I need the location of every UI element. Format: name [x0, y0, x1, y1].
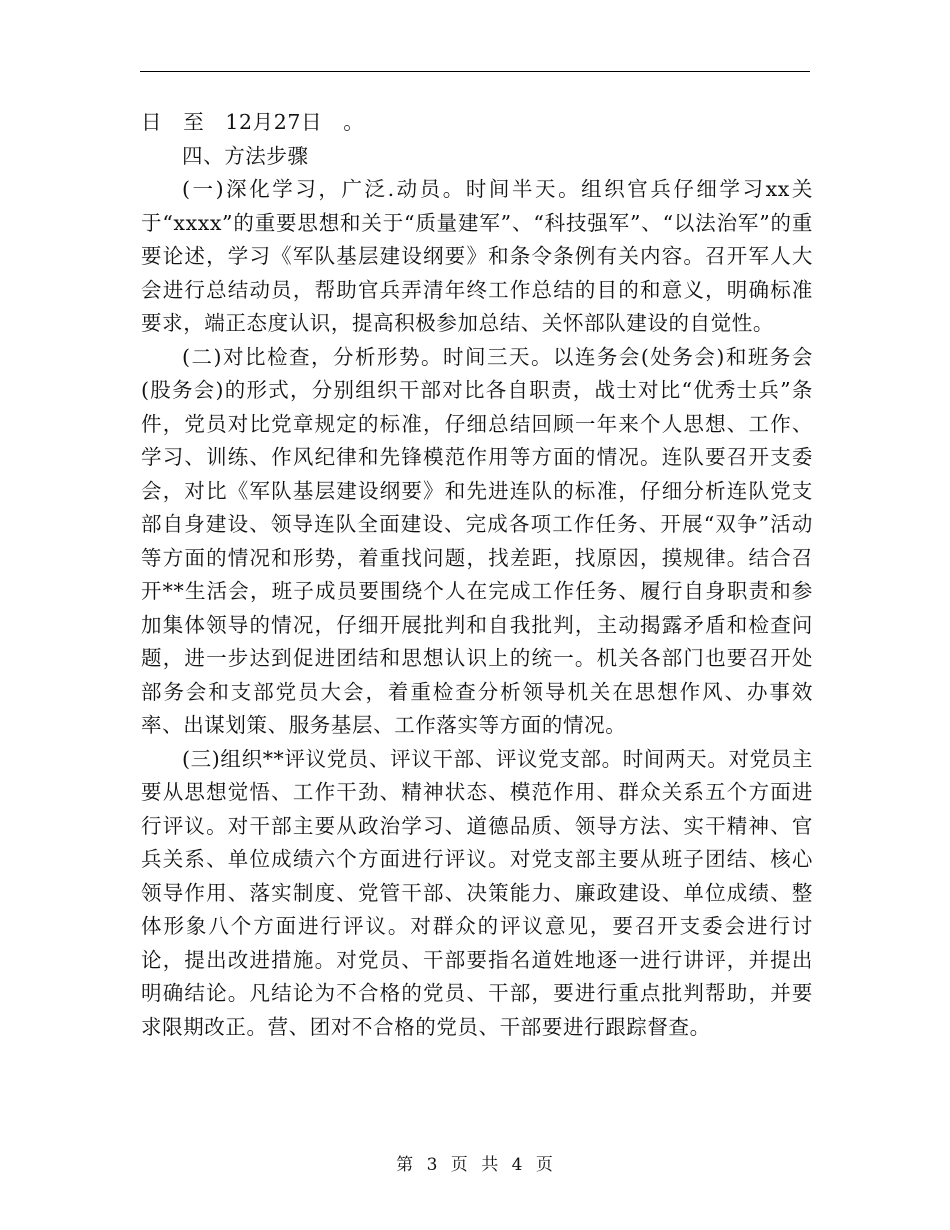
paragraph-step-1: (一)深化学习，广泛.动员。时间半天。组织官兵仔细学习xx关于“xxxx”的重要思想和关于“质量建军”、“科技强军”、“以法治军”的重要论述，学习《军队基层建设纲要》和条令条例有关内容。召开军人大会进行总结动员，帮助官兵弄清年终工作总结的目的和意义，明确标准要求，端正态度认识，提高积极参加总结、关怀部队建设的自觉性。: [141, 177, 813, 335]
document-body: [141, 106, 813, 1044]
paragraph-date-fragment: 日 至 12月27日 。: [141, 110, 365, 134]
header-rule: [140, 71, 810, 72]
footer-label-page-unit: 页: [450, 1155, 469, 1175]
paragraph-step-2: (二)对比检查，分析形势。时间三天。以连务会(处务会)和班务会(股务会)的形式，分别组织干部对比各自职责，战士对比“优秀士兵”条件，党员对比党章规定的标准，仔细总结回顾一年来个人思想、工作、学习、训练、作风纪律和先锋模范作用等方面的情况。连队要召开支委会，对比《军队基层建设纲要》和先进连队的标准，仔细分析连队党支部自身建设、领导连队全面建设、完成各项工作任务、开展“双争”活动等方面的情况和形势，着重找问题，找差距，找原因，摸规律。结合召开**生活会，班子成员要围绕个人在完成工作任务、履行自身职责和参加集体领导的情况，仔细开展批判和自我批判，主动揭露矛盾和检查问题，进一步达到促进团结和思想认识上的统一。机关各部门也要召开处部务会和支部党员大会，着重检查分析领导机关在思想作风、办事效率、出谋划策、服务基层、工作落实等方面的情况。: [141, 344, 813, 737]
footer-label-total-unit: 页: [535, 1155, 554, 1175]
footer-current-page: 3: [426, 1155, 439, 1175]
paragraph-step-3: (三)组织**评议党员、评议干部、评议党支部。时间两天。对党员主要从思想觉悟、工作干劲、精神状态、模范作用、群众关系五个方面进行评议。对干部主要从政治学习、道德品质、领导方法、实干精神、官兵关系、单位成绩六个方面进行评议。对党支部主要从班子团结、核心领导作用、落实制度、党管干部、决策能力、廉政建设、单位成绩、整体形象八个方面进行评议。对群众的评议意见，要召开支委会进行讨论，提出改进措施。对党员、干部要指名道姓地逐一进行讲评，并提出明确结论。凡结论为不合格的党员、干部，要进行重点批判帮助，并要求限期改正。营、团对不合格的党员、干部要进行跟踪督查。: [141, 746, 813, 1039]
footer-total-pages: 4: [511, 1155, 524, 1175]
section-heading-methods: 四、方法步骤: [182, 143, 309, 168]
footer-label-total: 共: [481, 1155, 500, 1175]
footer-label-page: 第: [396, 1155, 415, 1175]
page-footer: [0, 1150, 950, 1175]
